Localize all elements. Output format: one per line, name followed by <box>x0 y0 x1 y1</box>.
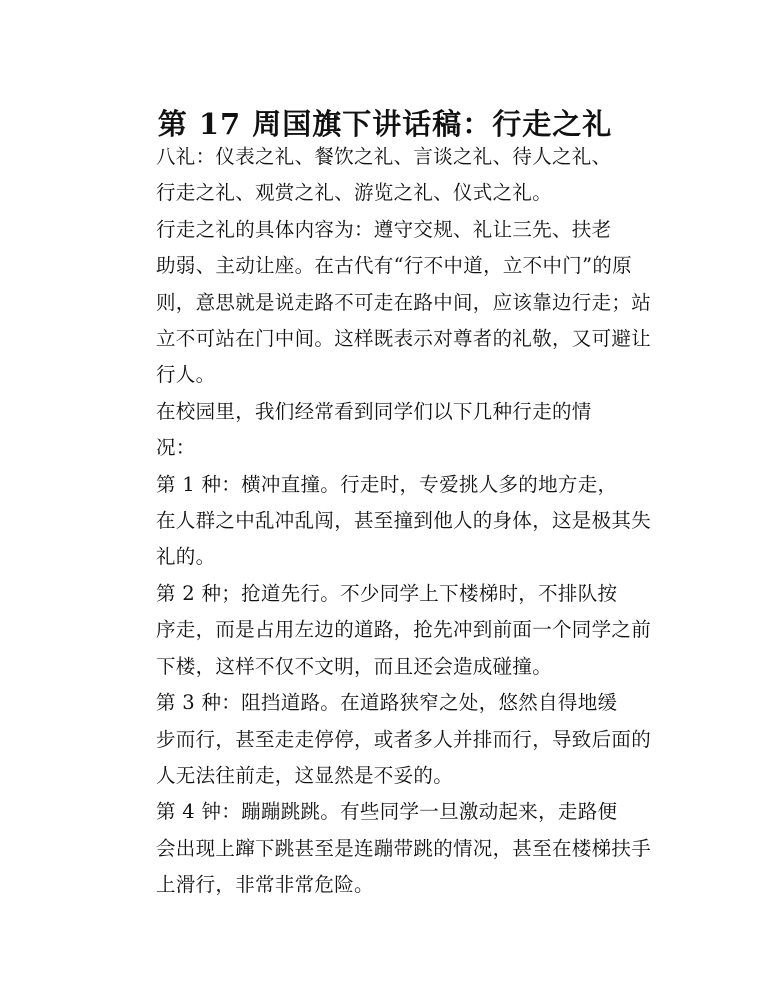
paragraph-type-1 <box>117 467 652 576</box>
text-line: 八礼：仪表之礼、餐饮之礼、言谈之礼、待人之礼、 <box>156 145 612 168</box>
text-line: 行人。 <box>156 363 216 387</box>
page-title: 第 17 周国旗下讲话稿：行走之礼 <box>157 107 613 142</box>
text-line: 行走之礼、观赏之礼、游览之礼、仪式之礼。 <box>156 181 553 205</box>
text-line: 立不可站在门中间。这样既表示对尊者的礼敬，又可避让 <box>156 327 652 351</box>
paragraph-campus-situations <box>117 394 637 467</box>
text-line: 在校园里，我们经常看到同学们以下几种行走的情 <box>156 399 592 423</box>
document-body <box>117 139 652 904</box>
text-line: 第 4 钟：蹦蹦跳跳。有些同学一旦激动起来，走路便 <box>156 800 618 824</box>
text-line: 行走之礼的具体内容为：遵守交规、礼让三先、扶老 <box>156 217 612 241</box>
text-line: 礼的。 <box>156 545 216 569</box>
text-line: 序走，而是占用左边的道路，抢先冲到前面一个同学之前 <box>156 618 652 642</box>
text-line: 则，意思就是说走路不可走在路中间，应该靠边行走；站 <box>156 290 652 314</box>
paragraph-type-2 <box>117 576 652 685</box>
text-line: 助弱、主动让座。在古代有“行不中道，立不中门”的原 <box>156 254 632 278</box>
text-line: 在人群之中乱冲乱闯，甚至撞到他人的身体，这是极其失 <box>156 509 652 533</box>
text-line: 第 3 种：阻挡道路。在道路狭窄之处，悠然自得地缓 <box>156 691 618 715</box>
text-line: 第 2 种；抢道先行。不少同学上下楼梯时，不排队按 <box>156 581 618 605</box>
paragraph-eight-rites <box>117 139 637 212</box>
text-line: 会出现上蹿下跳甚至是连蹦带跳的情况，甚至在楼梯扶手 <box>156 836 652 860</box>
text-line: 况： <box>156 436 196 460</box>
text-line: 人无法往前走，这显然是不妥的。 <box>156 763 454 787</box>
text-line: 步而行，甚至走走停停，或者多人并排而行，导致后面的 <box>156 727 652 751</box>
paragraph-type-3 <box>117 685 652 794</box>
text-line: 上滑行，非常非常危险。 <box>156 873 374 897</box>
paragraph-type-4 <box>117 794 652 903</box>
paragraph-walking-etiquette-content <box>117 212 652 394</box>
text-line: 第 1 种：横冲直撞。行走时，专爱挑人多的地方走， <box>156 472 618 496</box>
text-line: 下楼，这样不仅不文明，而且还会造成碰撞。 <box>156 654 553 678</box>
